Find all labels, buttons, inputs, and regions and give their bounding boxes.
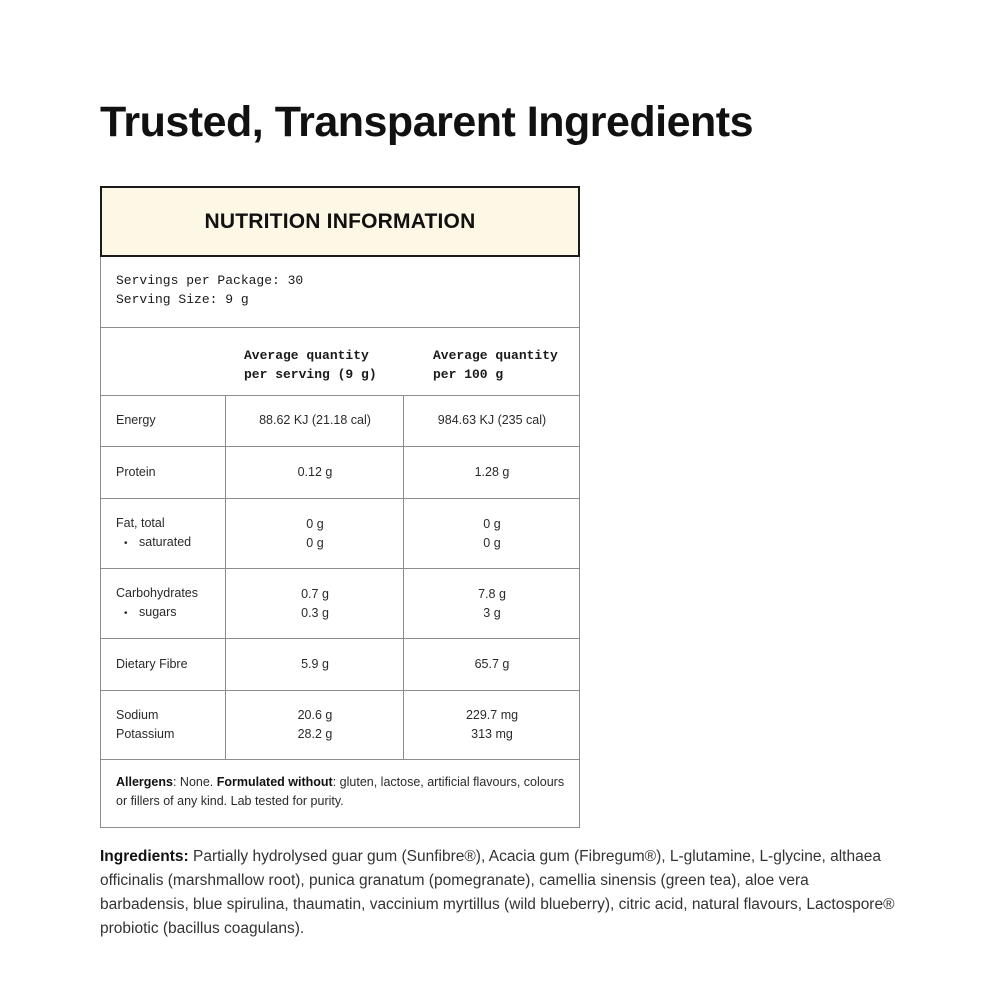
row-label: Energy [116, 413, 156, 427]
per-100g-sub-value: 0 g [483, 535, 501, 550]
per-serving-value: 0.7 g [301, 586, 329, 601]
column-header-per-100g-line2: per 100 g [433, 367, 504, 382]
per-100g-value: 0 g [483, 516, 501, 531]
column-headers [101, 328, 579, 396]
per-100g-value-2: 313 mg [471, 727, 513, 741]
row-label: Dietary Fibre [116, 657, 188, 671]
per-serving-value: 5.9 g [301, 657, 329, 671]
sub-label-text: sugars [139, 605, 177, 619]
row-label: Sodium [116, 708, 159, 722]
per-100g-value: 229.7 mg [465, 708, 519, 722]
per-serving-sub-value: 0.3 g [301, 605, 329, 620]
row-label-2: Potassium [116, 727, 175, 741]
row-sub-label [116, 533, 191, 553]
ingredients-list: Partially hydrolysed guar gum (Sunfibre®), Acacia gum (Fibregum®), L-glutamine, L-glycine, althaea officinalis (marshmallow root), punica granatum (pomegranate), camellia sinensis (green tea), aloe vera barbadensis, blue spirulina, thaumatin, vaccinium myrtillus (wild blueberry), citric acid, natural flavours, Lactospore® probiotic (bacillus coagulans). [100, 848, 895, 937]
nutrition-panel [100, 186, 580, 828]
bullet-icon: • [124, 538, 128, 549]
row-label: Carbohydrates [116, 586, 198, 600]
column-header-per-100g-line1: Average quantity [433, 348, 558, 363]
serving-size: Serving Size: 9 g [116, 292, 249, 307]
table-row-carbohydrates [101, 569, 579, 639]
column-header-per-100g [433, 346, 558, 384]
nutrition-header [100, 186, 580, 257]
table-row-energy [101, 395, 579, 447]
column-header-per-serving-line1: Average quantity [244, 348, 369, 363]
table-row-sodium-potassium [101, 691, 579, 760]
table-row-dietary-fibre [101, 639, 579, 691]
allergens-label: Allergens [116, 775, 173, 789]
per-100g-value: 1.28 g [474, 465, 510, 479]
row-label: Fat, total [116, 516, 165, 530]
row-sub-label [116, 603, 198, 623]
sub-label-text: saturated [139, 535, 192, 549]
per-serving-value: 88.62 KJ (21.18 cal) [259, 413, 371, 427]
formulated-label: Formulated without [216, 775, 333, 789]
column-header-per-serving [244, 346, 377, 384]
per-serving-value: 20.6 g [297, 708, 333, 722]
column-header-per-serving-line2: per serving (9 g) [244, 367, 377, 382]
per-100g-value: 7.8 g [478, 586, 506, 601]
ingredients-text [100, 845, 900, 941]
formulated-value: : gluten, lactose, artificial flavours, colours or fillers of any kind. Lab tested for purity. [116, 775, 565, 808]
table-row-fat [101, 499, 579, 569]
per-100g-value: 984.63 KJ (235 cal) [437, 413, 547, 427]
row-label: Protein [116, 465, 156, 479]
ingredients-label: Ingredients: [100, 848, 189, 865]
per-serving-value: 0.12 g [297, 465, 333, 479]
per-serving-value-2: 28.2 g [297, 727, 333, 741]
allergens-value: : None. [172, 775, 217, 789]
servings-info [101, 257, 579, 328]
per-serving-sub-value: 0 g [306, 535, 324, 550]
per-100g-sub-value: 3 g [483, 605, 501, 620]
allergens-note [116, 773, 566, 811]
nutrition-header-title: NUTRITION INFORMATION [204, 209, 476, 233]
per-100g-value: 65.7 g [474, 657, 510, 671]
table-row-protein [101, 447, 579, 499]
bullet-icon: • [124, 608, 128, 619]
page-title: Trusted, Transparent Ingredients [100, 98, 754, 146]
per-serving-value: 0 g [306, 516, 324, 531]
servings-per-package: Servings per Package: 30 [116, 273, 304, 288]
